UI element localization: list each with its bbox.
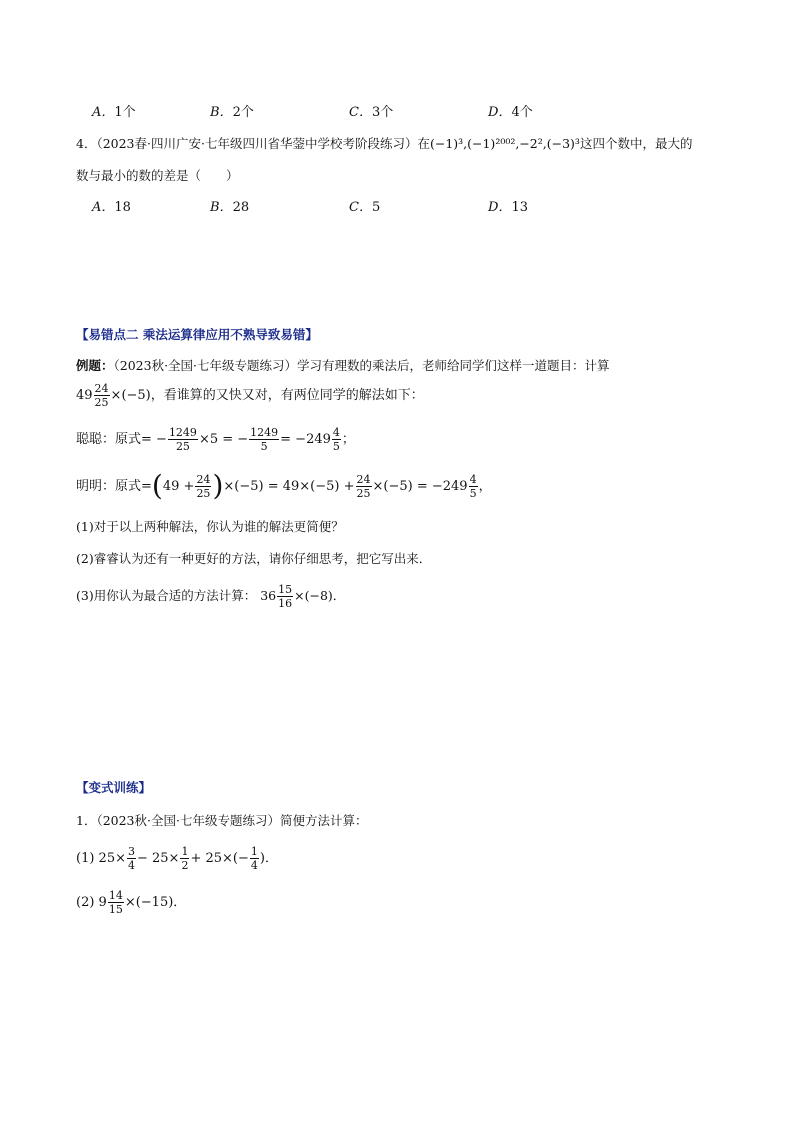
variant-q1-part2: (2) 9 $\frac{14}{15}$ ×(−15)． (76, 889, 187, 916)
section-title-variant-training: 【变式训练】 (76, 780, 152, 795)
q4-option-a: A．18 (92, 200, 131, 215)
q4-option-b: B．28 (210, 200, 250, 215)
example-label: 例题： (76, 358, 114, 373)
example-expression: 49 $\frac{24}{25}$ ×(−5) ，看谁算的又快又对，有两位同学的解法如下： (76, 382, 424, 409)
q3-option-a: A．1个 (92, 105, 136, 120)
sub-question-2: (2)睿睿认为还有一种更好的方法，请你仔细思考，把它写出来． (76, 551, 432, 566)
q4-option-d: D．13 (488, 200, 528, 215)
q3-option-c: C．3个 (349, 105, 394, 120)
section-title-error-point-2: 【易错点二 乘法运算律应用不熟导致易错】 (76, 327, 318, 342)
q4-stem-line2: 数与最小的数的差是（ ） (76, 168, 239, 183)
q4-expression: (−1)³,(−1)²⁰⁰²,−2²,(−3)³ (429, 136, 580, 151)
q4-stem: 4．（2023春·四川广安·七年级四川省华蓥中学校考阶段练习）在(−1)³,(−1)²⁰⁰²,−2²,(−3)³这四个数中，最大的 (76, 136, 693, 151)
q4-option-c: C．5 (349, 200, 381, 215)
congcong-solution: 聪聪：原式 = − $\frac{1249}{25}$ ×5 = − $\frac{1249}{5}$ = −249 $\frac{4}{5}$ ； (76, 426, 355, 453)
q3-option-b: B．2个 (210, 105, 254, 120)
sub-question-3: (3)用你认为最合适的方法计算： 36 $\frac{15}{16}$ ×(−8)． (76, 583, 346, 610)
q3-option-d: D．4个 (488, 105, 533, 120)
mingming-solution: 明明：原式 = ( 49 + $\frac{24}{25}$ ) ×(−5) = 49×(−5) + $\frac{24}{25}$ ×(−5) = −249 $\frac{4}{5}$ ， (76, 469, 492, 502)
example-stem: 例题：（2023秋·全国·七年级专题练习）学习有理数的乘法后，老师给同学们这样一道题目：计算 (76, 358, 610, 373)
variant-q1-part1: (1) 25× $\frac{3}{4}$ − 25× $\frac{1}{2}$ + 25×(− $\frac{1}{4}$ )． (76, 845, 278, 872)
sub-question-1: (1)对于以上两种解法，你认为谁的解法更简便？ (76, 519, 344, 534)
variant-question-1: 1．（2023秋·全国·七年级专题练习）简便方法计算： (76, 813, 368, 828)
